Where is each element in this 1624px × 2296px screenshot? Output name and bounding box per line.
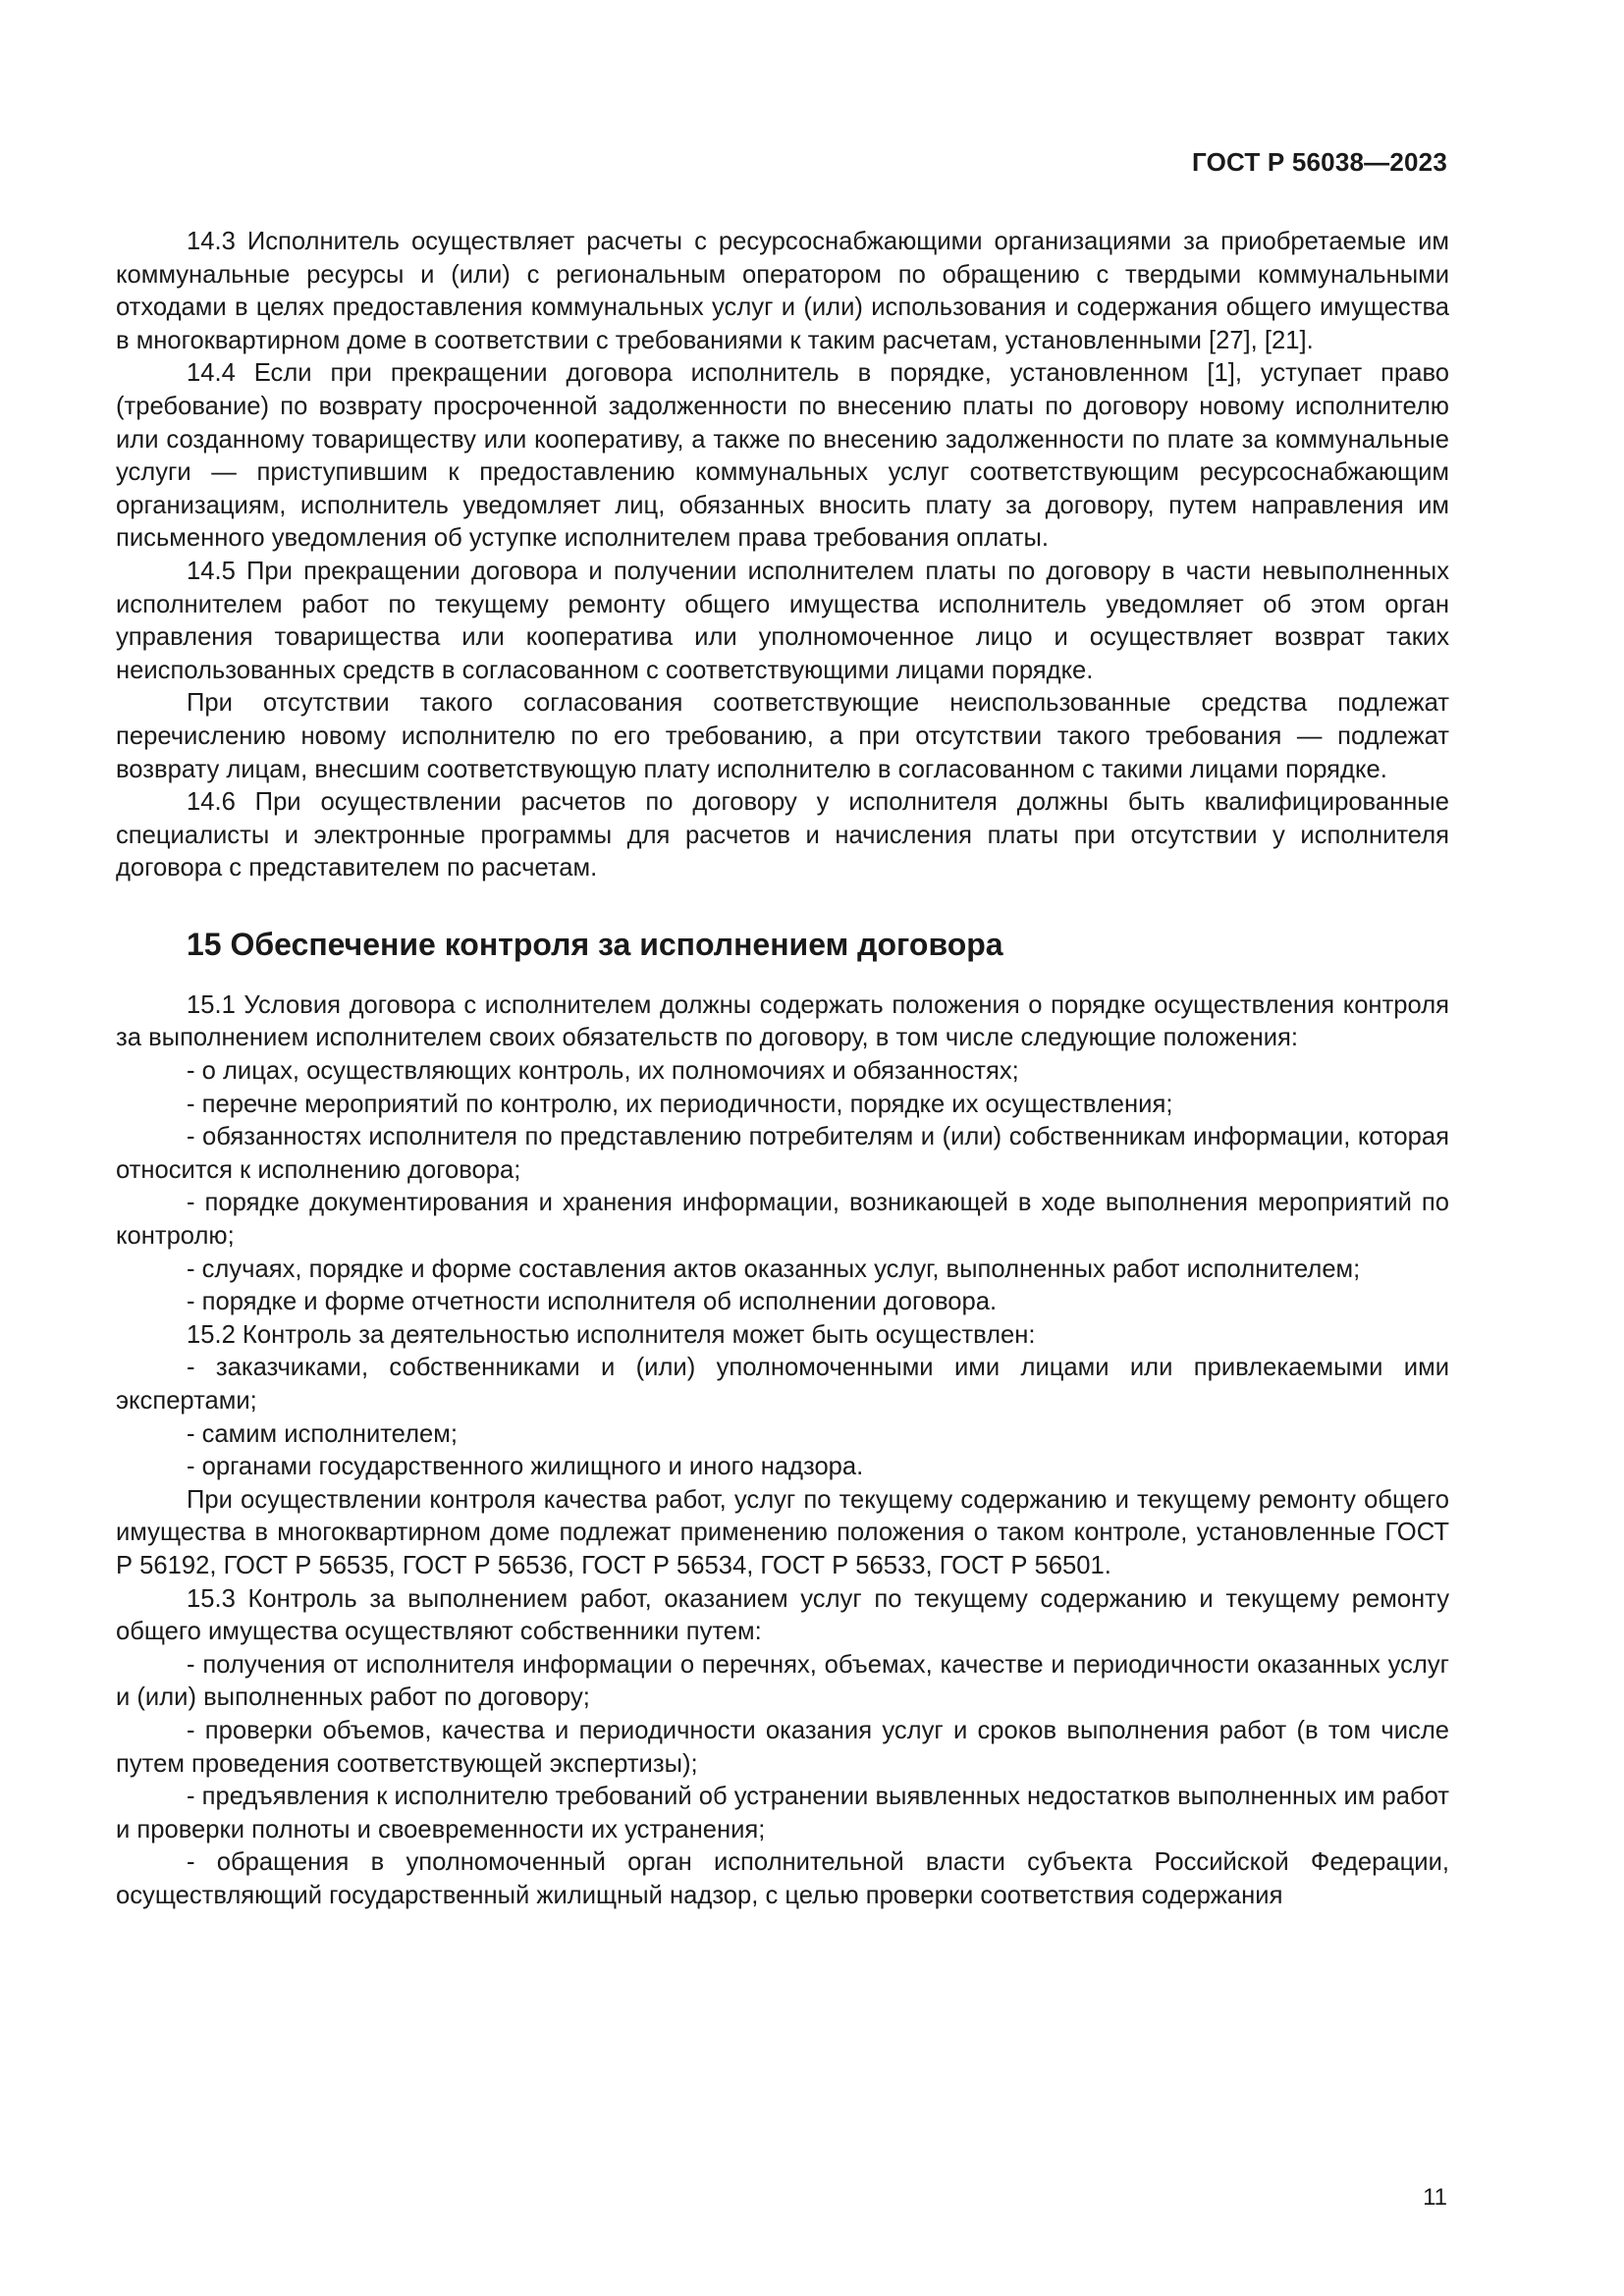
list-item: - самим исполнителем; — [187, 1419, 458, 1448]
page-number: 11 — [1423, 2184, 1447, 2211]
list-item: - получения от исполнителя информации о перечнях, объемах, качестве и периодичности оказанных услуг и (или) выполненных работ по договору; — [116, 1650, 1449, 1712]
list-item: - обязанностях исполнителя по представлению потребителям и (или) собственникам информации, которая относится к исполнению договора; — [116, 1123, 1449, 1184]
list-item: - обращения в уполномоченный орган исполнительной власти субъекта Российской Федерации, осуществляющий государственный жилищный надзор, с целью проверки соответствия содержания — [116, 1848, 1449, 1909]
paragraph-15-2: 15.2 Контроль за деятельностью исполнителя может быть осуществлен: — [187, 1320, 1036, 1349]
document-body — [116, 226, 1449, 1913]
list-item: - органами государственного жилищного и иного надзора. — [187, 1453, 864, 1481]
list-item: - проверки объемов, качества и периодичности оказания услуг и сроков выполнения работ (в том числе путем проведения соответствующей экспертизы); — [116, 1716, 1449, 1778]
list-item: - порядке и форме отчетности исполнителя об исполнении договора. — [187, 1288, 998, 1316]
paragraph: При отсутствии такого согласования соответствующие неиспользованные средства подлежат перечислению новому исполнителю по его требованию, а при отсутствии такого требования — подлежат возврату лицам, внесшим соответствующую плату исполнителю в согласованном с такими лицами порядке. — [116, 689, 1449, 783]
paragraph-14-4: 14.4 Если при прекращении договора исполнитель в порядке, установленном [1], уступает право (требование) по возврату просроченной задолженности по внесению платы по договору новому исполнителю или созданному товариществу или кооперативу, а также по внесению задолженности по плате за коммунальные услуги — приступившим к предоставлению коммунальных услуг соответствующим ресурсоснабжающим организациям, исполнитель уведомляет лиц, обязанных вносить плату за договору, путем направления им письменного уведомления об уступке исполнителем права требования оплаты. — [116, 359, 1449, 553]
paragraph-14-3: 14.3 Исполнитель осуществляет расчеты с ресурсоснабжающими организациями за приобретаемые им коммунальные ресурсы и (или) с региональным оператором по обращению с твердыми коммунальными отходами в целях предоставления коммунальных услуг и (или) использования и содержания общего имущества в многоквартирном доме в соответствии с требованиями к таким расчетам, установленными [27], [21]. — [116, 228, 1449, 354]
paragraph-14-5: 14.5 При прекращении договора и получении исполнителем платы по договору в части невыполненных исполнителем работ по текущему ремонту общего имущества исполнитель уведомляет об этом орган управления товарищества или кооператива или уполномоченное лицо и осуществляет возврат таких неиспользованных средств в согласованном с соответствующими лицами порядке. — [116, 557, 1449, 684]
list-item: - предъявления к исполнителю требований об устранении выявленных недостатков выполненных им работ и проверки полноты и своевременности их устранения; — [116, 1783, 1449, 1843]
paragraph: При осуществлении контроля качества работ, услуг по текущему содержанию и текущему ремонту общего имущества в многоквартирном доме подлежат применению положения о таком контроле, установленные ГОСТ Р 56192, ГОСТ Р 56535, ГОСТ Р 56536, ГОСТ Р 56534, ГОСТ Р 56533, ГОСТ Р 56501. — [116, 1485, 1449, 1579]
paragraph-15-3: 15.3 Контроль за выполнением работ, оказанием услуг по текущему содержанию и текущему ремонту общего имущества осуществляют собственники путем: — [116, 1584, 1449, 1646]
list-item: - случаях, порядке и форме составления актов оказанных услуг, выполненных работ исполнителем; — [187, 1255, 1361, 1283]
section-heading: 15 Обеспечение контроля за исполнением договора — [187, 926, 1003, 962]
paragraph-15-1: 15.1 Условия договора с исполнителем должны содержать положения о порядке осуществления контроля за выполнением исполнителем своих обязательств по договору, в том числе следующие положения: — [116, 990, 1449, 1052]
list-item: - о лицах, осуществляющих контроль, их полномочиях и обязанностях; — [187, 1057, 1019, 1086]
document-header: ГОСТ Р 56038—2023 — [1192, 147, 1447, 177]
list-item: - перечне мероприятий по контролю, их периодичности, порядке их осуществления; — [187, 1090, 1173, 1118]
paragraph-14-6: 14.6 При осуществлении расчетов по договору у исполнителя должны быть квалифицированные специалисты и электронные программы для расчетов и начисления платы при отсутствии у исполнителя договора с представителем по расчетам. — [116, 788, 1449, 882]
list-item: - заказчиками, собственниками и (или) уполномоченными ими лицами или привлекаемыми ими экспертами; — [116, 1354, 1449, 1415]
list-item: - порядке документирования и хранения информации, возникающей в ходе выполнения мероприятий по контролю; — [116, 1189, 1449, 1251]
